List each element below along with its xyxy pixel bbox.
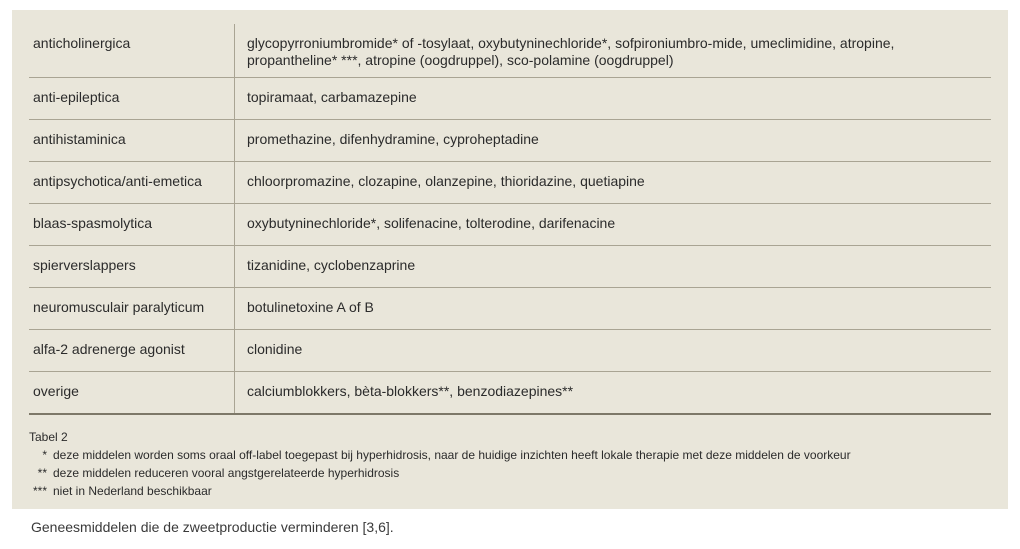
category-cell: antihistaminica: [29, 120, 235, 161]
table-panel: [12, 10, 1008, 509]
category-cell: anticholinergica: [29, 24, 235, 77]
footnote-mark: *: [42, 448, 47, 462]
footnote-text: deze middelen worden soms oraal off-label toegepast bij hyperhidrosis, naar de huidige inzichten heeft lokale therapie met deze middelen de voorkeur: [53, 448, 851, 462]
table-row: [29, 78, 991, 120]
table-row: [29, 204, 991, 246]
drugs-cell: chloorpromazine, clozapine, olanzepine, thioridazine, quetiapine: [247, 173, 645, 189]
category-cell: blaas-spasmolytica: [29, 204, 235, 245]
category-cell: anti-epileptica: [29, 78, 235, 119]
table-row: [29, 330, 991, 372]
footnote: [29, 482, 851, 500]
table-row: [29, 120, 991, 162]
drugs-line: glycopyrroniumbromide* of -tosylaat, oxybutyninechloride*, sofpironiumbro-mide, umeclimidine, atropine,: [247, 35, 895, 51]
footnote-text: niet in Nederland beschikbaar: [53, 484, 212, 498]
table-row: [29, 24, 991, 78]
drugs-cell: clonidine: [247, 341, 303, 357]
drugs-cell: calciumblokkers, bèta-blokkers**, benzodiazepines**: [247, 383, 574, 399]
category-cell: antipsychotica/anti-emetica: [29, 162, 235, 203]
category-cell: neuromusculair paralyticum: [29, 288, 235, 329]
table-row: [29, 162, 991, 204]
category-cell: spierverslappers: [29, 246, 235, 287]
category-cell: overige: [29, 372, 235, 413]
drugs-cell: oxybutyninechloride*, solifenacine, tolterodine, darifenacine: [247, 215, 616, 231]
table-row: [29, 246, 991, 288]
table-footnotes: [29, 428, 851, 500]
drugs-cell: tizanidine, cyclobenzaprine: [247, 257, 416, 273]
footnote: [29, 464, 851, 482]
category-cell: alfa-2 adrenerge agonist: [29, 330, 235, 371]
table-label: Tabel 2: [29, 430, 68, 444]
drugs-cell: promethazine, difenhydramine, cyproheptadine: [247, 131, 539, 147]
footnote-text: deze middelen reduceren vooral angstgerelateerde hyperhidrosis: [53, 466, 400, 480]
figure-caption: Geneesmiddelen die de zweetproductie verminderen [3,6].: [31, 519, 394, 535]
table-row: [29, 372, 991, 415]
drugs-cell: topiramaat, carbamazepine: [247, 89, 417, 105]
drugs-line: propantheline* ***, atropine (oogdruppel), sco-polamine (oogdruppel): [247, 52, 674, 68]
drugs-cell: botulinetoxine A of B: [247, 299, 374, 315]
footnote-mark: **: [37, 466, 47, 480]
footnote: [29, 446, 851, 464]
table-row: [29, 288, 991, 330]
drug-table: [29, 24, 991, 415]
drugs-cell: [235, 24, 991, 77]
footnote-mark: ***: [32, 484, 47, 498]
